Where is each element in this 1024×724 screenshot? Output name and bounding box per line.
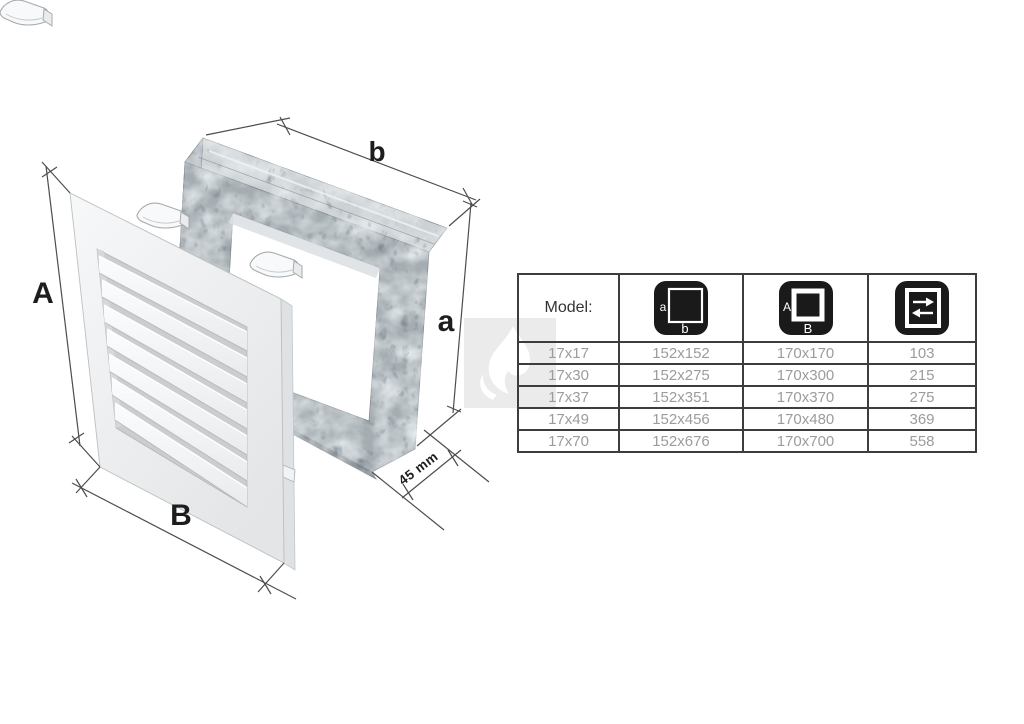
cell-outer: 170x700 (743, 430, 868, 452)
svg-text:A: A (782, 300, 791, 314)
svg-text:B: B (803, 321, 812, 336)
cell-outer: 170x370 (743, 386, 868, 408)
cell-outer: 170x170 (743, 342, 868, 364)
cell-outer: 170x300 (743, 364, 868, 386)
table-header-row (518, 274, 976, 342)
table-row (518, 386, 976, 408)
dim-label-a: a (437, 305, 455, 338)
svg-text:a: a (659, 300, 667, 314)
cell-outer: 170x480 (743, 408, 868, 430)
cell-flow: 558 (868, 430, 976, 452)
inner-dimensions-icon (653, 280, 709, 336)
dim-label-A: A (32, 277, 54, 310)
spec-table (517, 273, 977, 453)
cell-inner: 152x676 (619, 430, 743, 452)
cell-flow: 275 (868, 386, 976, 408)
cell-inner: 152x456 (619, 408, 743, 430)
table-row (518, 342, 976, 364)
outer-dimensions-icon (778, 280, 834, 336)
cell-model: 17x17 (518, 342, 619, 364)
cell-inner: 152x351 (619, 386, 743, 408)
dim-label-depth: 45 mm (395, 448, 441, 489)
cell-flow: 369 (868, 408, 976, 430)
cell-flow: 103 (868, 342, 976, 364)
spring-clip-right (250, 252, 302, 278)
header-cell-airflow (868, 274, 976, 342)
header-cell-outer-dims (743, 274, 868, 342)
header-cell-model: Model: (518, 274, 619, 342)
cell-model: 17x49 (518, 408, 619, 430)
svg-text:b: b (681, 321, 689, 336)
cell-model: 17x30 (518, 364, 619, 386)
cell-inner: 152x275 (619, 364, 743, 386)
cell-inner: 152x152 (619, 342, 743, 364)
spring-clip-left (137, 203, 189, 229)
dim-label-B: B (170, 499, 192, 532)
airflow-icon (894, 280, 950, 336)
header-cell-inner-dims (619, 274, 743, 342)
table-row (518, 364, 976, 386)
cell-model: 17x37 (518, 386, 619, 408)
table-row (518, 430, 976, 452)
table-row (518, 408, 976, 430)
cell-model: 17x70 (518, 430, 619, 452)
dim-label-b: b (368, 136, 386, 167)
cell-flow: 215 (868, 364, 976, 386)
